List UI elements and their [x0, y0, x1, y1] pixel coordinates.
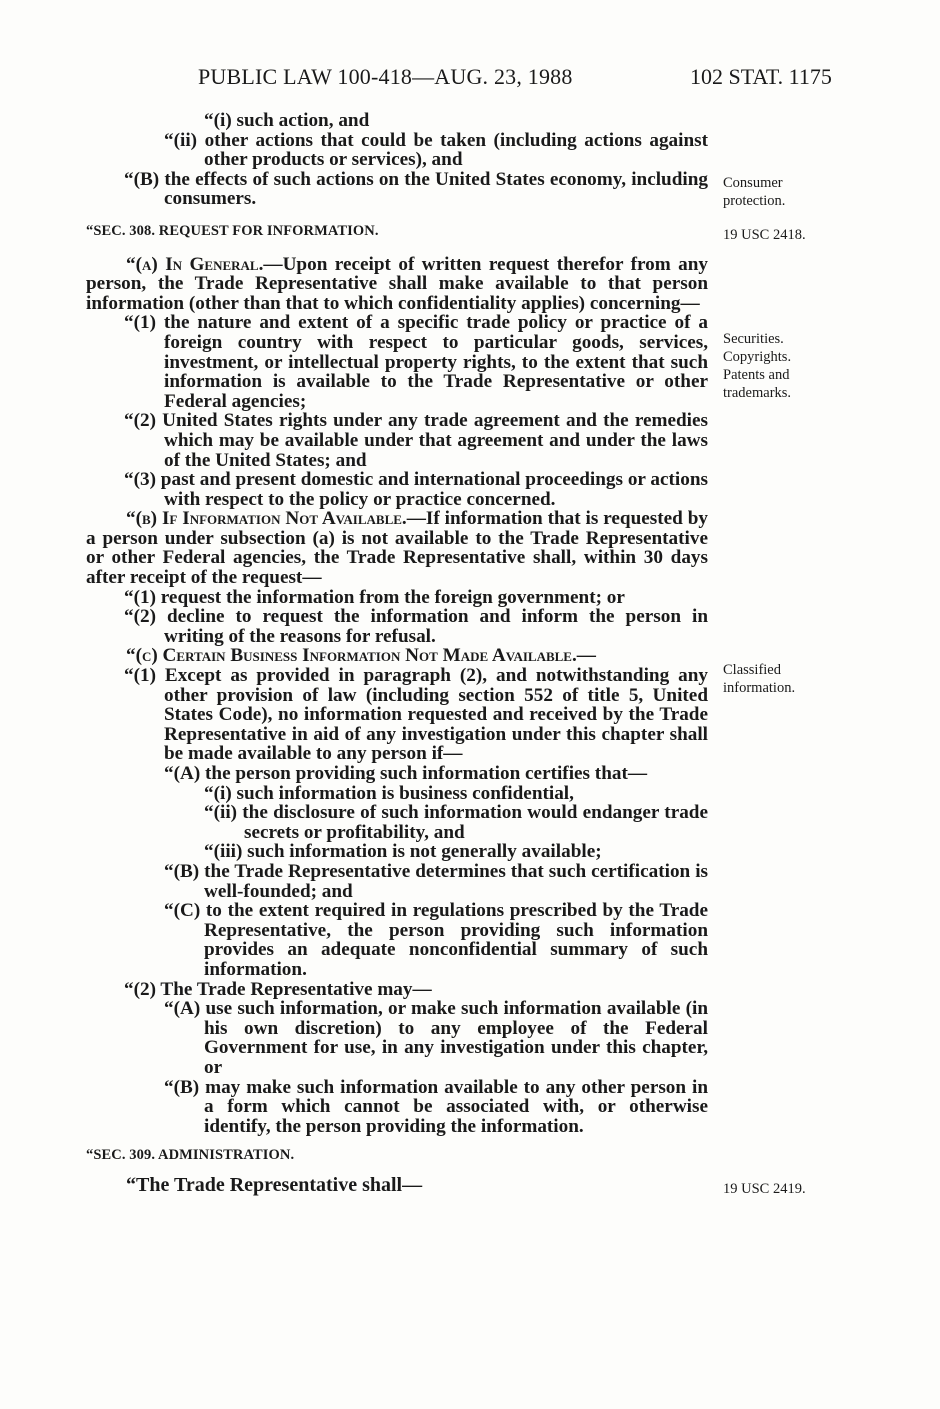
subsection-c-text: —	[576, 645, 596, 667]
page-number: 102 STAT. 1175	[690, 64, 832, 89]
subsection-c	[86, 646, 708, 666]
subparagraph-c1b: “(B) the Trade Representative determines that such certification is well-founded; and	[164, 860, 708, 902]
paragraph-a2: “(2) United States rights under any trade agreement and the remedies which may be available under that agreement and under the laws of the United States; and	[124, 410, 708, 471]
subparagraph-c1a: “(A) the person providing such information certifies that—	[164, 763, 648, 784]
subparagraph-c2b: “(B) may make such information available to any other person in a form which cannot be associated with, or otherwise identify, the person providing the information.	[164, 1076, 708, 1137]
subsection-a-heading: “(a) In General.	[126, 253, 264, 275]
running-header-title: PUBLIC LAW 100-418—AUG. 23, 1988	[198, 64, 573, 89]
clause-i: “(i) such action, and	[204, 110, 370, 131]
clause-c1a-iii: “(iii) such information is not generally available;	[204, 841, 602, 863]
paragraph-a1: “(1) the nature and extent of a specific trade policy or practice of a foreign country with respect to particular goods, services, investment, or intellectual property rights, to the extent that such information is available to the Trade Representative or other Federal agencies;	[124, 312, 708, 412]
margin-note-classified-information: Classified information.	[723, 662, 796, 696]
subsection-a	[86, 255, 708, 314]
subsection-b-text: —If information that is requested by a person under subsection (a) is not available to the Trade Representative or other Federal agencies, the Trade Representative shall, within 30 days after receipt of the request—	[86, 508, 708, 589]
clause-c1a-i: “(i) such information is business confidential,	[204, 782, 574, 804]
margin-note-securities: Securities. Copyrights. Patents and trademarks.	[723, 331, 792, 401]
paragraph-c2: “(2) The Trade Representative may—	[124, 978, 432, 1000]
margin-note-usc-2418: 19 USC 2418.	[723, 227, 806, 243]
subsection-a-text: —Upon receipt of written request therefor from any person, the Trade Representative shall make available to that person information (other than that to which confidentiality applies) concerning—	[86, 253, 708, 314]
paragraph-c1: “(1) Except as provided in paragraph (2), and notwithstanding any other provision of law (including section 552 of title 5, United States Code), no information requested and received by the Trade Representative in aid of any investigation under this chapter shall be made available to any person if—	[124, 665, 708, 765]
clause-ii: “(ii) other actions that could be taken (including actions against other products or services), and	[164, 129, 708, 171]
subparagraph-c2a: “(A) use such information, or make such information available (in his own discretion) to any employee of the Federal Government for use, in any investigation under this chapter, or	[164, 998, 708, 1078]
subsection-c-heading: “(c) Certain Business Information Not Made Available.	[126, 645, 577, 667]
subsection-b-heading: “(b) If Information Not Available.	[126, 508, 407, 530]
subparagraph-c1c: “(C) to the extent required in regulations prescribed by the Trade Representative, the person providing such information provides an adequate nonconfidential summary of such information.	[164, 900, 708, 980]
section-309-heading: “SEC. 309. ADMINISTRATION.	[86, 1147, 295, 1164]
section-309-intro: “The Trade Representative shall—	[126, 1173, 423, 1196]
section-308-heading: “SEC. 308. REQUEST FOR INFORMATION.	[86, 222, 379, 239]
statute-text	[86, 111, 708, 1195]
paragraph-a3: “(3) past and present domestic and international proceedings or actions with respect to the policy or practice concerned.	[124, 469, 708, 510]
paragraph-b2: “(2) decline to request the information and inform the person in writing of the reasons for refusal.	[124, 606, 708, 647]
clause-c1a-ii: “(ii) the disclosure of such information would endanger trade secrets or profitability, and	[204, 802, 708, 843]
margin-note-usc-2419: 19 USC 2419.	[723, 1181, 806, 1197]
subsection-b	[86, 509, 708, 587]
margin-note-consumer-protection: Consumer protection.	[723, 175, 786, 209]
subparagraph-b: “(B) the effects of such actions on the United States economy, including consumers.	[124, 168, 708, 210]
paragraph-b1: “(1) request the information from the foreign government; or	[124, 586, 625, 608]
